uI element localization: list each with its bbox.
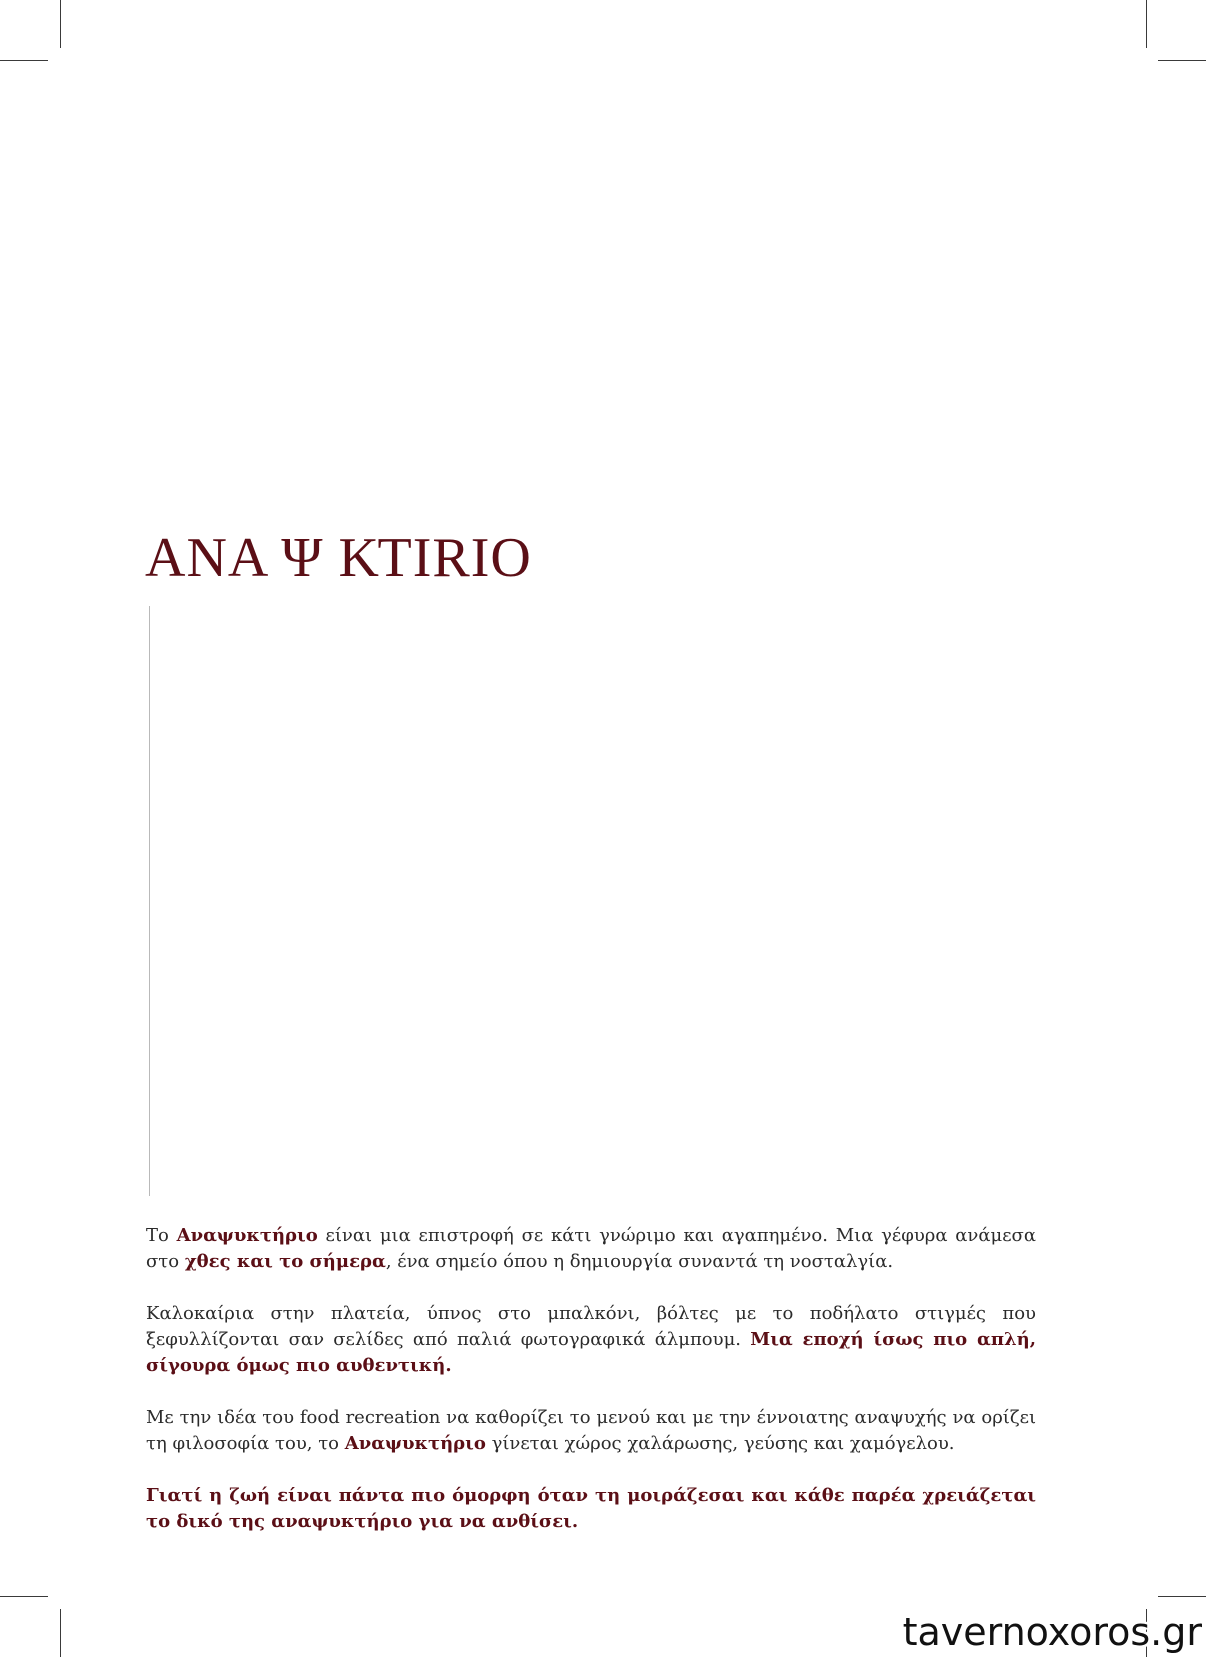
vertical-divider <box>149 606 150 1196</box>
text-span: , ένα σημείο όπου η δημιουργία συναντά τη νοσταλγία. <box>385 1251 894 1272</box>
body-text <box>146 1223 1036 1535</box>
emphasis-brand-name: Αναψυκτήριο <box>176 1225 318 1246</box>
emphasis-phrase: χθες και το σήμερα <box>184 1251 386 1272</box>
crop-mark-bottom-right-horizontal <box>1158 1596 1206 1597</box>
crop-mark-top-left-horizontal <box>0 60 48 61</box>
paragraph-philosophy <box>146 1405 1036 1457</box>
text-span: είναι μια επιστροφή σε κάτι γνώριμο και αγαπημένο. Μια γέφυρα ανάμεσα στο <box>146 1225 1036 1272</box>
paragraph-closing: Γιατί η ζωή είναι πάντα πιο όμορφη όταν τη μοιράζεσαι και κάθε παρέα χρειάζεται το δικό της αναψυκτήριο για να ανθίσει. <box>146 1485 1036 1532</box>
crop-mark-top-left-vertical <box>60 0 61 48</box>
brand-logo: ΑΝΑ Ψ ΚΤΙRΙΟ <box>145 527 532 589</box>
text-span: Καλοκαίρια στην πλατεία, ύπνος στο μπαλκόνι, βόλτες με το ποδήλατο στιγμές που ξεφυλλίζονται σαν σελίδες από παλιά φωτογραφικά άλμπουμ. <box>146 1303 1036 1350</box>
crop-mark-bottom-left-horizontal <box>0 1596 48 1597</box>
text-span: γίνεται χώρος χαλάρωσης, γεύσης και χαμόγελου. <box>485 1433 955 1454</box>
text-span: Με την ιδέα του food recreation να καθορίζει το μενού και με την έννοιατης αναψυχής να ορίζει τη φιλοσοφία του, το <box>146 1407 1036 1454</box>
text-span: Το <box>146 1225 177 1246</box>
paragraph-intro <box>146 1223 1036 1275</box>
crop-mark-top-right-vertical <box>1146 0 1147 48</box>
paragraph-memories <box>146 1301 1036 1379</box>
emphasis-brand-name: Αναψυκτήριο <box>344 1433 486 1454</box>
crop-mark-bottom-left-vertical <box>60 1609 61 1657</box>
crop-mark-top-right-horizontal <box>1158 60 1206 61</box>
emphasis-phrase: Μια εποχή ίσως πιο απλή, σίγουρα όμως πιο αυθεντική. <box>146 1329 1036 1376</box>
watermark: tavernoxoros.gr <box>902 1610 1202 1654</box>
